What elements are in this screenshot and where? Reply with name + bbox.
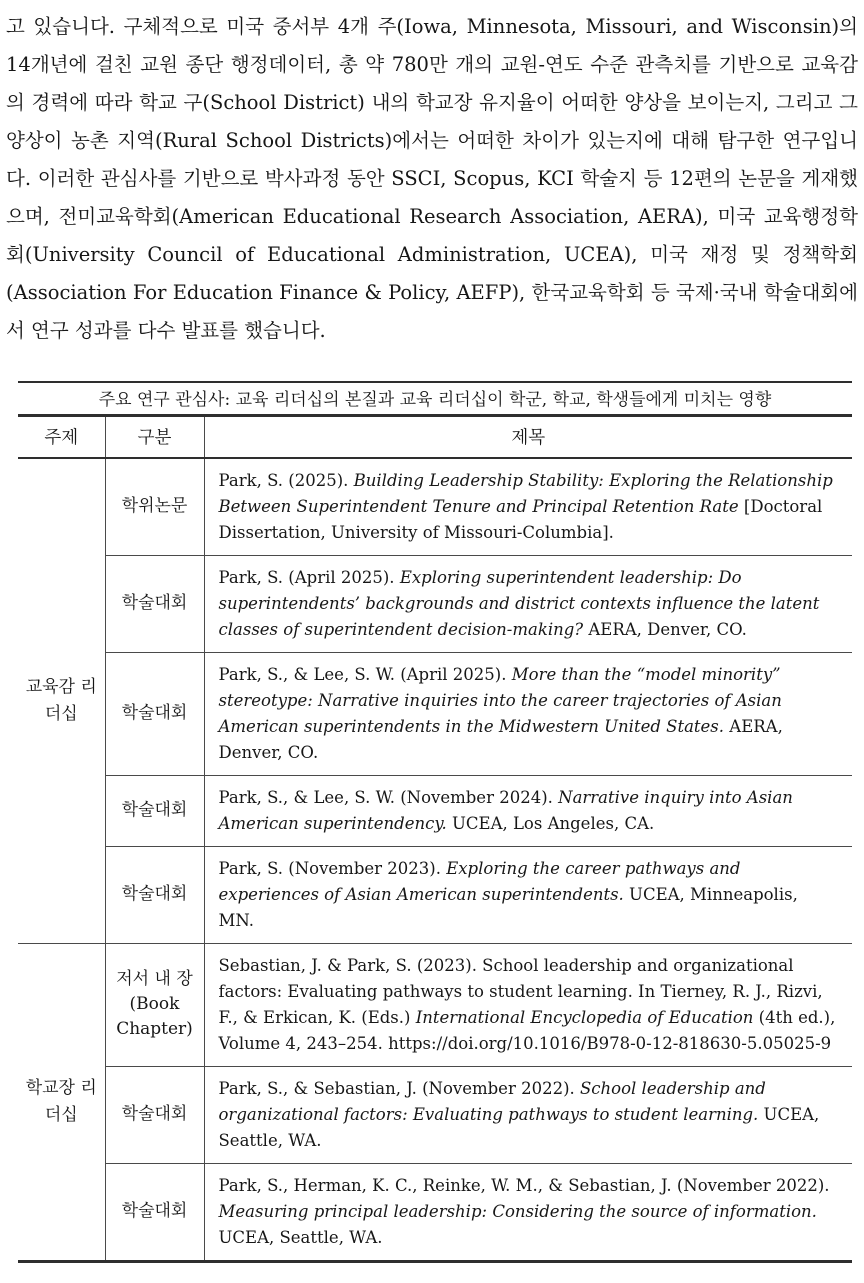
table-caption: 주요 연구 관심사: 교육 리더십의 본질과 교육 리더십이 학군, 학교, 학생들에게 미치는 영향 <box>18 382 852 416</box>
table-row-conference-ucea-2023 <box>18 846 852 943</box>
table-row-dissertation <box>18 458 852 556</box>
table-row-conference-aera-2025 <box>18 555 852 652</box>
table-row-conference-ucea-2024 <box>18 775 852 846</box>
category-cell: 학술대회 <box>105 1163 204 1261</box>
category-cell: 학술대회 <box>105 775 204 846</box>
category-cell: 학술대회 <box>105 652 204 775</box>
title-cell: Park, S., & Lee, S. W. (November 2024). Narrative inquiry into Asian American superintendency. UCEA, Los Angeles, CA. <box>204 775 852 846</box>
publications-table <box>18 381 852 1263</box>
intro-paragraph: 고 있습니다. 구체적으로 미국 중서부 4개 주(Iowa, Minnesota, Missouri, and Wisconsin)의 14개년에 걸친 교원 종단 행정데이터, 총 약 780만 개의 교원-연도 수준 관측치를 기반으로 교육감의 경력에 따라 학교 구(School District) 내의 학교장 유지율이 어떠한 양상을 보이는지, 그리고 그 양상이 농촌 지역(Rural School Districts)에서는 어떠한 차이가 있는지에 대해 탐구한 연구입니다. 이러한 관심사를 기반으로 박사과정 동안 SSCI, Scopus, KCI 학술지 등 12편의 논문을 게재했으며, 전미교육학회(American Educational Research Association, AERA), 미국 교육행정학회(University Council of Educational Administration, UCEA), 미국 재정 및 정책학회(Association For Education Finance & Policy, AEFP), 한국교육학회 등 국제·국내 학술대회에서 연구 성과를 다수 발표를 했습니다. <box>6 15 858 342</box>
category-cell: 학위논문 <box>105 458 204 556</box>
title-cell: Park, S. (April 2025). Exploring superintendent leadership: Do superintendents’ backgrounds and district contexts influence the latent classes of superintendent decision-making? AERA, Denver, CO. <box>204 555 852 652</box>
table-row-book-chapter <box>18 943 852 1066</box>
table-row-conference-aera-2025b <box>18 652 852 775</box>
title-cell: Park, S., & Sebastian, J. (November 2022). School leadership and organizational factors: Evaluating pathways to student learning. UCEA, Seattle, WA. <box>204 1066 852 1163</box>
category-cell: 저서 내 장 (Book Chapter) <box>105 943 204 1066</box>
topic-cell-superintendent-leadership: 교육감 리더십 <box>18 458 105 944</box>
column-header-topic: 주제 <box>18 416 105 458</box>
category-cell: 학술대회 <box>105 555 204 652</box>
table-row-conference-ucea-2022b <box>18 1163 852 1261</box>
column-header-category: 구분 <box>105 416 204 458</box>
column-header-title: 제목 <box>204 416 852 458</box>
table-caption-row <box>18 382 852 416</box>
title-cell: Sebastian, J. & Park, S. (2023). School leadership and organizational factors: Evaluating pathways to student learning. In Tierney, R. J., Rizvi, F., & Erkican, K. (Eds.) International Encyclopedia of Education (4th ed.), Volume 4, 243–254. https://doi.org/10.1016/B978-0-12-818630-5.05025-9 <box>204 943 852 1066</box>
table-row-conference-ucea-2022a <box>18 1066 852 1163</box>
title-cell: Park, S., Herman, K. C., Reinke, W. M., & Sebastian, J. (November 2022). Measuring principal leadership: Considering the source of information. UCEA, Seattle, WA. <box>204 1163 852 1261</box>
title-cell: Park, S., & Lee, S. W. (April 2025). More than the “model minority” stereotype: Narrative inquiries into the career trajectories of Asian American superintendents in the Midwestern United States. AERA, Denver, CO. <box>204 652 852 775</box>
title-cell: Park, S. (2025). Building Leadership Stability: Exploring the Relationship Between Superintendent Tenure and Principal Retention Rate [Doctoral Dissertation, University of Missouri-Columbia]. <box>204 458 852 556</box>
table-header-row <box>18 416 852 458</box>
title-cell: Park, S. (November 2023). Exploring the career pathways and experiences of Asian American superintendents. UCEA, Minneapolis, MN. <box>204 846 852 943</box>
category-cell: 학술대회 <box>105 846 204 943</box>
category-cell: 학술대회 <box>105 1066 204 1163</box>
topic-cell-principal-leadership: 학교장 리더십 <box>18 943 105 1261</box>
